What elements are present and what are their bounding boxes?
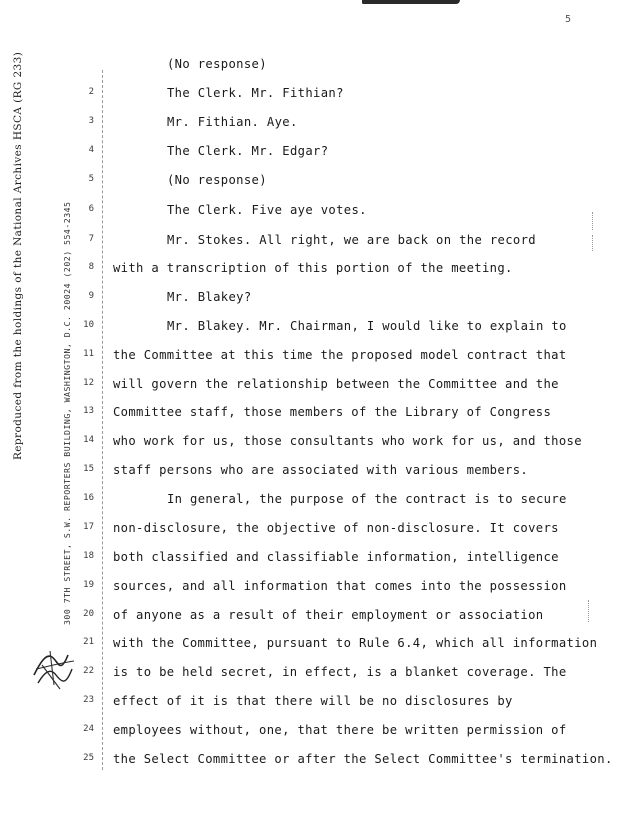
left-margin-rule <box>102 70 103 770</box>
transcript-line: effect of it is that there will be no disclosures by <box>113 694 513 708</box>
transcript-line: who work for us, those consultants who work for us, and those <box>113 434 582 448</box>
line-number: 8 <box>88 262 94 272</box>
line-number: 11 <box>83 349 94 359</box>
transcript-line: staff persons who are associated with various members. <box>113 463 529 477</box>
handwritten-initials <box>30 645 76 691</box>
line-number: 17 <box>83 522 94 532</box>
line-number: 15 <box>83 464 94 474</box>
transcript-line: Mr. Blakey. Mr. Chairman, I would like to explain to <box>167 319 567 333</box>
transcript-line: the Committee at this time the proposed model contract that <box>113 348 567 362</box>
transcript-line: is to be held secret, in effect, is a blanket coverage. The <box>113 665 567 679</box>
right-margin-tick <box>592 212 593 230</box>
transcript-line: Committee staff, those members of the Library of Congress <box>113 405 552 419</box>
line-number: 20 <box>83 609 94 619</box>
line-number: 12 <box>83 378 94 388</box>
reporter-address: 300 7TH STREET, S.W. REPORTERS BUILDING, WASHINGTON, D.C. 20024 (202) 554-2345 <box>62 201 72 625</box>
line-number: 13 <box>83 406 94 416</box>
line-number: 6 <box>88 204 94 214</box>
transcript-line: The Clerk. Five aye votes. <box>167 203 367 217</box>
transcript-line: In general, the purpose of the contract is to secure <box>167 492 567 506</box>
page-mark: 5 <box>565 14 572 25</box>
top-edge-smudge <box>362 0 460 4</box>
transcript-line: The Clerk. Mr. Edgar? <box>167 144 329 158</box>
transcript-line: employees without, one, that there be written permission of <box>113 723 567 737</box>
line-number: 9 <box>88 291 94 301</box>
line-number: 5 <box>88 174 94 184</box>
line-number: 4 <box>88 145 94 155</box>
line-number: 10 <box>83 320 94 330</box>
line-number: 23 <box>83 695 94 705</box>
line-number: 7 <box>88 234 94 244</box>
transcript-line: Mr. Stokes. All right, we are back on the record <box>167 233 536 247</box>
transcript-line: (No response) <box>167 57 267 71</box>
line-number: 24 <box>83 724 94 734</box>
line-number: 18 <box>83 551 94 561</box>
archive-provenance-note: Reproduced from the holdings of the National Archives HSCA (RG 233) <box>12 51 24 460</box>
line-number: 19 <box>83 580 94 590</box>
right-margin-tick <box>592 235 593 251</box>
right-margin-tick <box>588 600 589 622</box>
line-number: 2 <box>88 87 94 97</box>
transcript-line: the Select Committee or after the Select Committee's termination. <box>113 752 613 766</box>
transcript-line: The Clerk. Mr. Fithian? <box>167 86 344 100</box>
line-number: 16 <box>83 493 94 503</box>
transcript-line: non-disclosure, the objective of non-disclosure. It covers <box>113 521 559 535</box>
transcript-line: Mr. Fithian. Aye. <box>167 115 298 129</box>
transcript-line: will govern the relationship between the Committee and the <box>113 377 559 391</box>
transcript-line: Mr. Blakey? <box>167 290 252 304</box>
transcript-line: (No response) <box>167 173 267 187</box>
transcript-line: with a transcription of this portion of the meeting. <box>113 261 513 275</box>
line-number: 21 <box>83 637 94 647</box>
transcript-line: of anyone as a result of their employment or association <box>113 608 544 622</box>
line-number: 3 <box>88 116 94 126</box>
transcript-line: both classified and classifiable information, intelligence <box>113 550 559 564</box>
line-number: 14 <box>83 435 94 445</box>
transcript-line: sources, and all information that comes into the possession <box>113 579 567 593</box>
line-number: 25 <box>83 753 94 763</box>
transcript-line: with the Committee, pursuant to Rule 6.4, which all information <box>113 636 598 650</box>
line-number: 22 <box>83 666 94 676</box>
